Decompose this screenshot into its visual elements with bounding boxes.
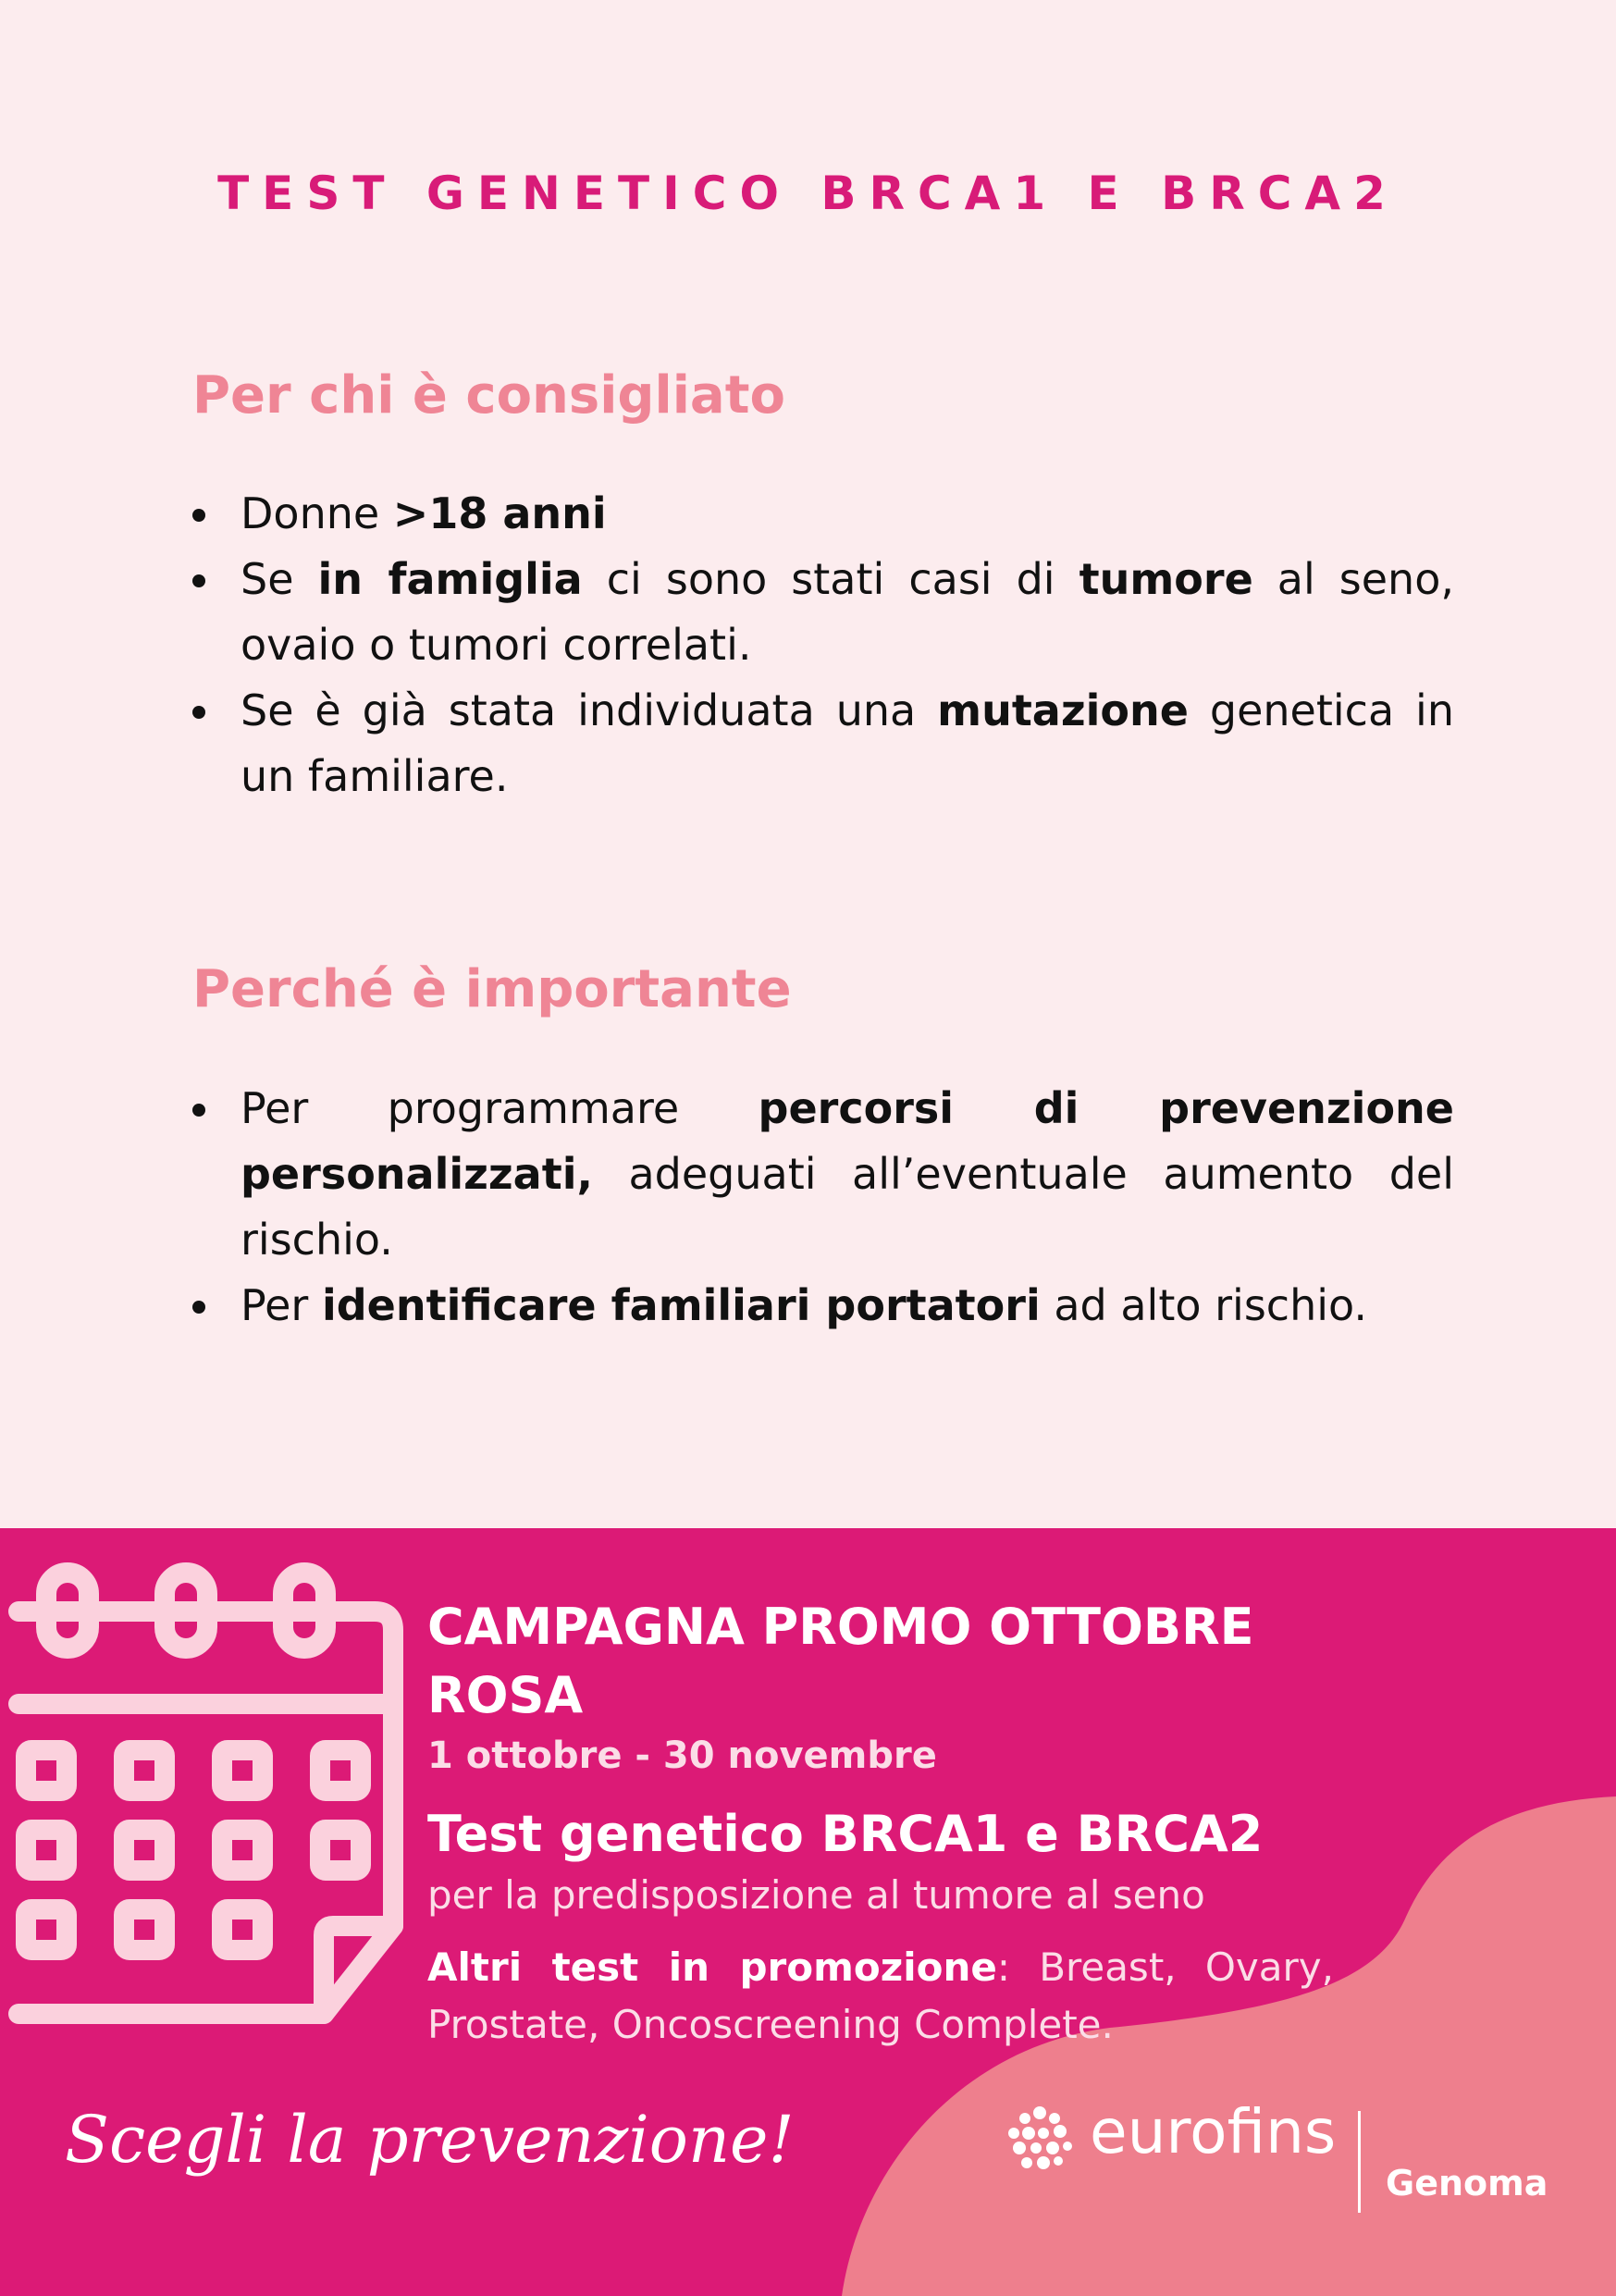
section-heading-recommended: Per chi è consigliato [192,365,785,426]
list-item: Per identificare familiari portatori ad alto rischio. [192,1273,1454,1339]
list-item: Se è già stata individuata una mutazione genetica in un familiare. [192,678,1454,809]
recommended-list [192,481,1454,809]
list-item: Donne >18 anni [192,481,1454,547]
section-heading-importance: Perché è importante [192,959,792,1019]
promo-product-subtitle: per la predisposizione al tumore al seno [427,1872,1205,1918]
promo-banner [0,1528,1616,2296]
promo-text [427,1593,1334,2054]
list-item: Se in famiglia ci sono stati casi di tumore al seno, ovaio o tumori correlati. [192,547,1454,678]
importance-list [192,1076,1454,1339]
promo-dates: 1 ottobre - 30 novembre [427,1734,937,1777]
promo-title: CAMPAGNA PROMO OTTOBRE ROSA [427,1598,1254,1724]
calendar-icon [0,1556,416,2037]
page-title: TEST GENETICO BRCA1 E BRCA2 [217,167,1399,220]
eurofins-wordmark: eurofins [1090,2096,1337,2167]
list-item: Per programmare percorsi di prevenzione personalizzati, adeguati all’eventuale aumento del rischio. [192,1076,1454,1273]
logo-subbrand: Genoma [1386,2163,1548,2203]
promo-product: Test genetico BRCA1 e BRCA2 [427,1805,1264,1863]
eurofins-dots-icon [1006,2105,1073,2172]
promo-other-tests: Altri test in promozione: Breast, Ovary, Prostate, Oncoscreening Complete. [427,1944,1334,2047]
logo-divider [1358,2111,1361,2213]
slogan: Scegli la prevenzione! [65,2102,795,2178]
